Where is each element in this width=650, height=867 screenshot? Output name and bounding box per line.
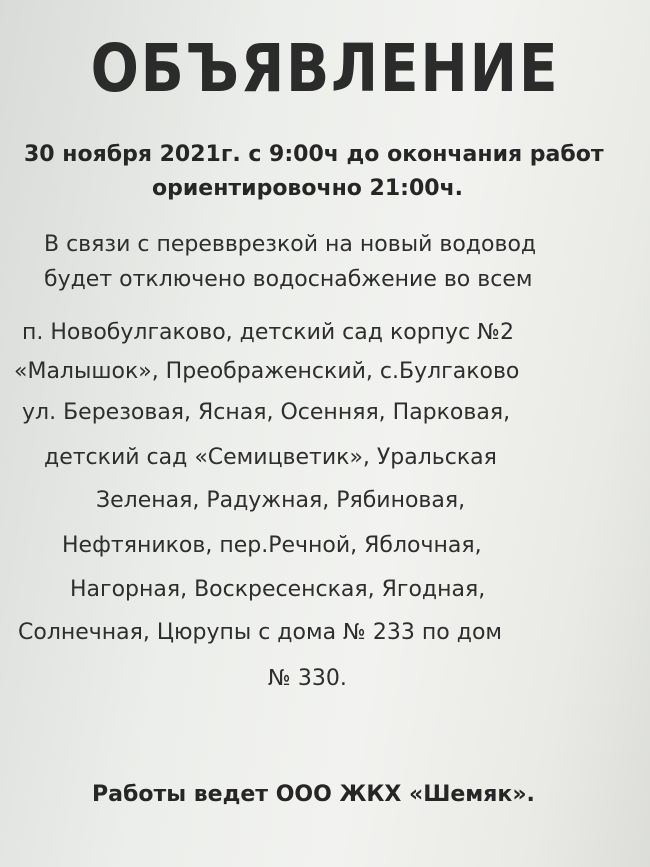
body-line-11: № 330. [268, 666, 347, 691]
body-line-6: детский сад «Семицветик», Уральская [44, 445, 497, 470]
body-line-10: Солнечная, Цюрупы с дома № 233 по дом [18, 620, 503, 645]
date-line-2: ориентировочно 21:00ч. [152, 176, 464, 201]
body-line-5: ул. Березовая, Ясная, Осенняя, Парковая, [22, 400, 511, 425]
notice-title: ОБЪЯВЛЕНИЕ [90, 30, 560, 107]
body-line-1: В связи с перевврезкой на новый водовод [44, 232, 537, 257]
body-line-8: Нефтяников, пер.Речной, Яблочная, [62, 533, 482, 558]
date-line-1: 30 ноября 2021г. с 9:00ч до окончания работ [24, 142, 604, 167]
body-line-9: Нагорная, Воскресенская, Ягодная, [70, 577, 486, 602]
body-line-7: Зеленая, Радужная, Рябиновая, [96, 488, 466, 513]
body-line-2: будет отключено водоснабжение во всем [44, 267, 533, 292]
body-line-3: п. Новобулгаково, детский сад корпус №2 [22, 320, 515, 345]
footer-line: Работы ведет ООО ЖКХ «Шемяк». [92, 782, 535, 807]
body-line-4: «Малышок», Преображенский, с.Булгаково [14, 359, 520, 384]
